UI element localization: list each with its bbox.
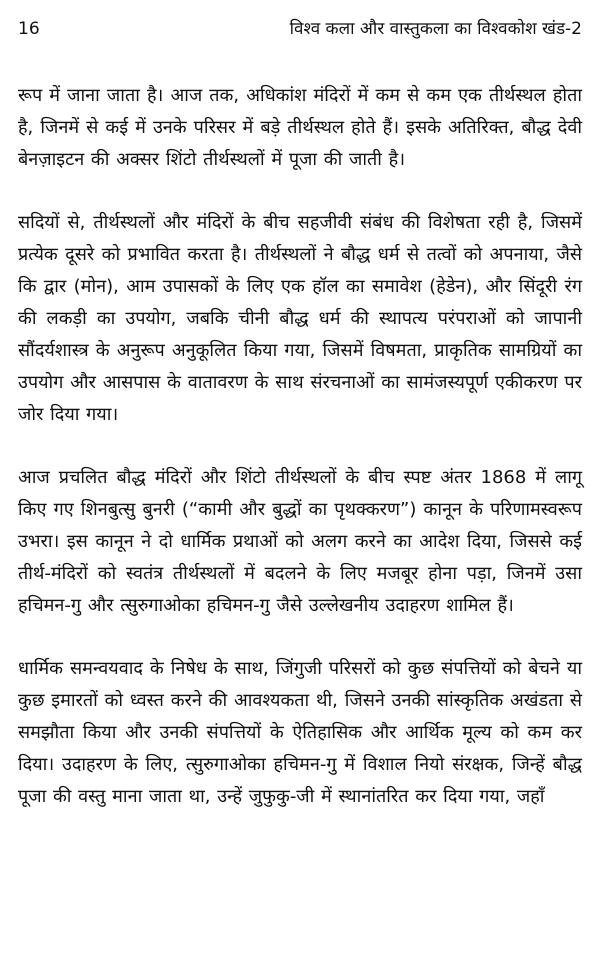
running-title: विश्व कला और वास्तुकला का विश्वकोश खंड-2 <box>289 19 582 39</box>
page-header <box>18 16 582 42</box>
page-number: 16 <box>18 19 40 39</box>
body-text <box>18 80 582 844</box>
paragraph-4: धार्मिक समन्वयवाद के निषेध के साथ, जिंगुजी परिसरों को कुछ संपत्तियों को बेचने या कुछ इमारतों को ध्वस्त करने की आवश्यकता थी, जिसने उनकी सांस्कृतिक अखंडता से समझौता किया और उनकी संपत्तियों के ऐतिहासिक और आर्थिक मूल्य को कम कर दिया। उदाहरण के लिए, त्सुरुगाओका हचिमन-गु में विशाल नियो संरक्षक, जिन्हें बौद्ध पूजा की वस्तु माना जाता था, उन्हें जुफुकु-जी में स्थानांतरित कर दिया गया, जहाँ <box>18 658 582 807</box>
paragraph-3: आज प्रचलित बौद्ध मंदिरों और शिंटो तीर्थस्थलों के बीच स्पष्ट अंतर 1868 में लागू किए गए शिनबुत्सु बुनरी (“कामी और बुद्धों का पृथक्करण”) कानून के परिणामस्वरूप उभरा। इस कानून ने दो धार्मिक प्रथाओं को अलग करने का आदेश दिया, जिससे कई तीर्थ-मंदिरों को स्वतंत्र तीर्थस्थलों में बदलने के लिए मजबूर होना पड़ा, जिनमें उसा हचिमन-गु और त्सुरुगाओका हचिमन-गु जैसे उल्लेखनीय उदाहरण शामिल हैं। <box>18 467 582 616</box>
paragraph-1: रूप में जाना जाता है। आज तक, अधिकांश मंदिरों में कम से कम एक तीर्थस्थल होता है, जिनमें से कई में उनके परिसर में बड़े तीर्थस्थल होते हैं। इसके अतिरिक्त, बौद्ध देवी बेनज़ाइटन की अक्सर शिंटो तीर्थस्थलों में पूजा की जाती है। <box>18 85 582 170</box>
paragraph-2: सदियों से, तीर्थस्थलों और मंदिरों के बीच सहजीवी संबंध की विशेषता रही है, जिसमें प्रत्येक दूसरे को प्रभावित करता है। तीर्थस्थलों ने बौद्ध धर्म से तत्वों को अपनाया, जैसे कि द्वार (मोन), आम उपासकों के लिए एक हॉल का समावेश (हेडेन), और सिंदूरी रंग की लकड़ी का उपयोग, जबकि चीनी बौद्ध धर्म की स्थापत्य परंपराओं को जापानी सौंदर्यशास्त्र के अनुरूप अनुकूलित किया गया, जिसमें विषमता, प्राकृतिक सामग्रियों का उपयोग और आसपास के वातावरण के साथ संरचनाओं का सामंजस्यपूर्ण एकीकरण पर जोर दिया गया। <box>18 212 582 425</box>
